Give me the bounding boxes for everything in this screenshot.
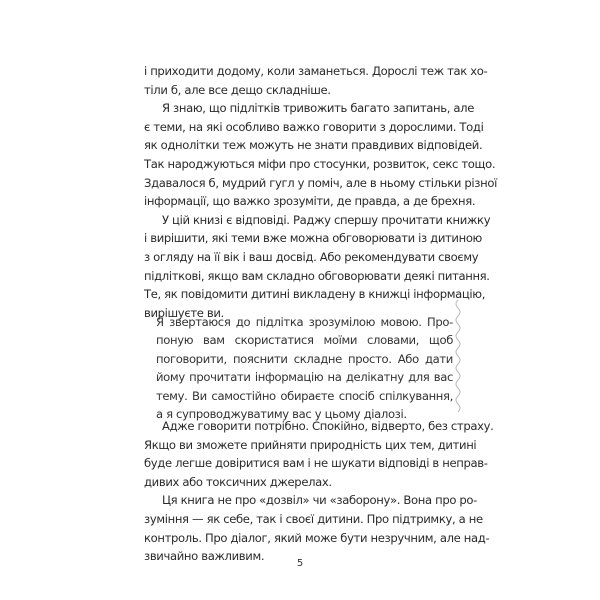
text-line: звичайно важливим. — [144, 549, 265, 564]
text-line: з огляду на її вік і ваш досвід. Або рекомендувати своєму — [144, 249, 479, 264]
text-line: Я знаю, що підлітків тривожить багато запитань, але — [162, 101, 474, 116]
text-line: буде легше довіритися вам і не шукати відповіді в неправ- — [144, 456, 488, 471]
text-line: Так народжуються міфи про стосунки, розвиток, секс тощо. — [144, 156, 496, 171]
text-line: є теми, на які особливо важко говорити з дорослими. Тоді — [144, 119, 484, 134]
text-line: Те, як повідомити дитині викладену в книжці інформацію, — [144, 287, 486, 302]
quote-line: йому прочитати інформацію на делікатну для вас — [156, 370, 453, 385]
wavy-divider-icon — [452, 298, 464, 416]
text-line: Ця книга не про «дозвіл» чи «заборону». Вона про ро- — [162, 493, 477, 508]
text-line: як однолітки теж можуть не знати правдивих відповідей. — [144, 138, 483, 153]
text-line: інформації, що важко зрозуміти, де правда, а де брехня. — [144, 194, 476, 209]
text-line: вирішуєте ви. — [144, 305, 224, 320]
text-line: і вирішити, які теми вже можна обговорювати із дитиною — [144, 231, 482, 246]
page-number: 5 — [296, 558, 304, 569]
text-line: У цій книзі є відповіді. Раджу спершу прочитати книжку — [162, 212, 491, 227]
quote-line: поную вам скористатися моїми словами, щоб — [156, 333, 453, 348]
text-line: Здавалося б, мудрий гугл у поміч, але в ньому стільки різної — [144, 175, 497, 190]
text-line: тіли б, але все дещо складніше. — [144, 82, 331, 97]
quote-line: тему. Ви самостійно обираєте спосіб спілкування, — [156, 388, 453, 403]
text-line: і приходити додому, коли заманеться. Дорослі теж так хо- — [144, 64, 488, 78]
quote-line: Я звертаюся до підлітка зрозумілою мовою. Про- — [156, 315, 453, 329]
body-text-bottom — [144, 417, 494, 566]
quote-block — [156, 313, 453, 423]
body-text-top — [144, 62, 497, 322]
text-line: дивих або токсичних джерелах. — [144, 474, 332, 489]
text-line: Адже говорити потрібно. Спокійно, відверто, без страху. — [162, 419, 494, 433]
text-line: підліткові, якщо вам складно обговорювати деякі питання. — [144, 268, 490, 283]
quote-line: поговорити, пояснити складне просто. Або дати — [156, 351, 453, 366]
quote-line: а я супроводжуватиму вас у цьому діалозі. — [156, 407, 407, 422]
text-line: контроль. Про діалог, який може бути незручним, але над- — [144, 530, 490, 545]
text-line: Якщо ви зможете прийняти природність цих тем, дитині — [144, 437, 477, 452]
text-line: зуміння — як себе, так і своєї дитини. Про підтримку, а не — [144, 511, 483, 526]
